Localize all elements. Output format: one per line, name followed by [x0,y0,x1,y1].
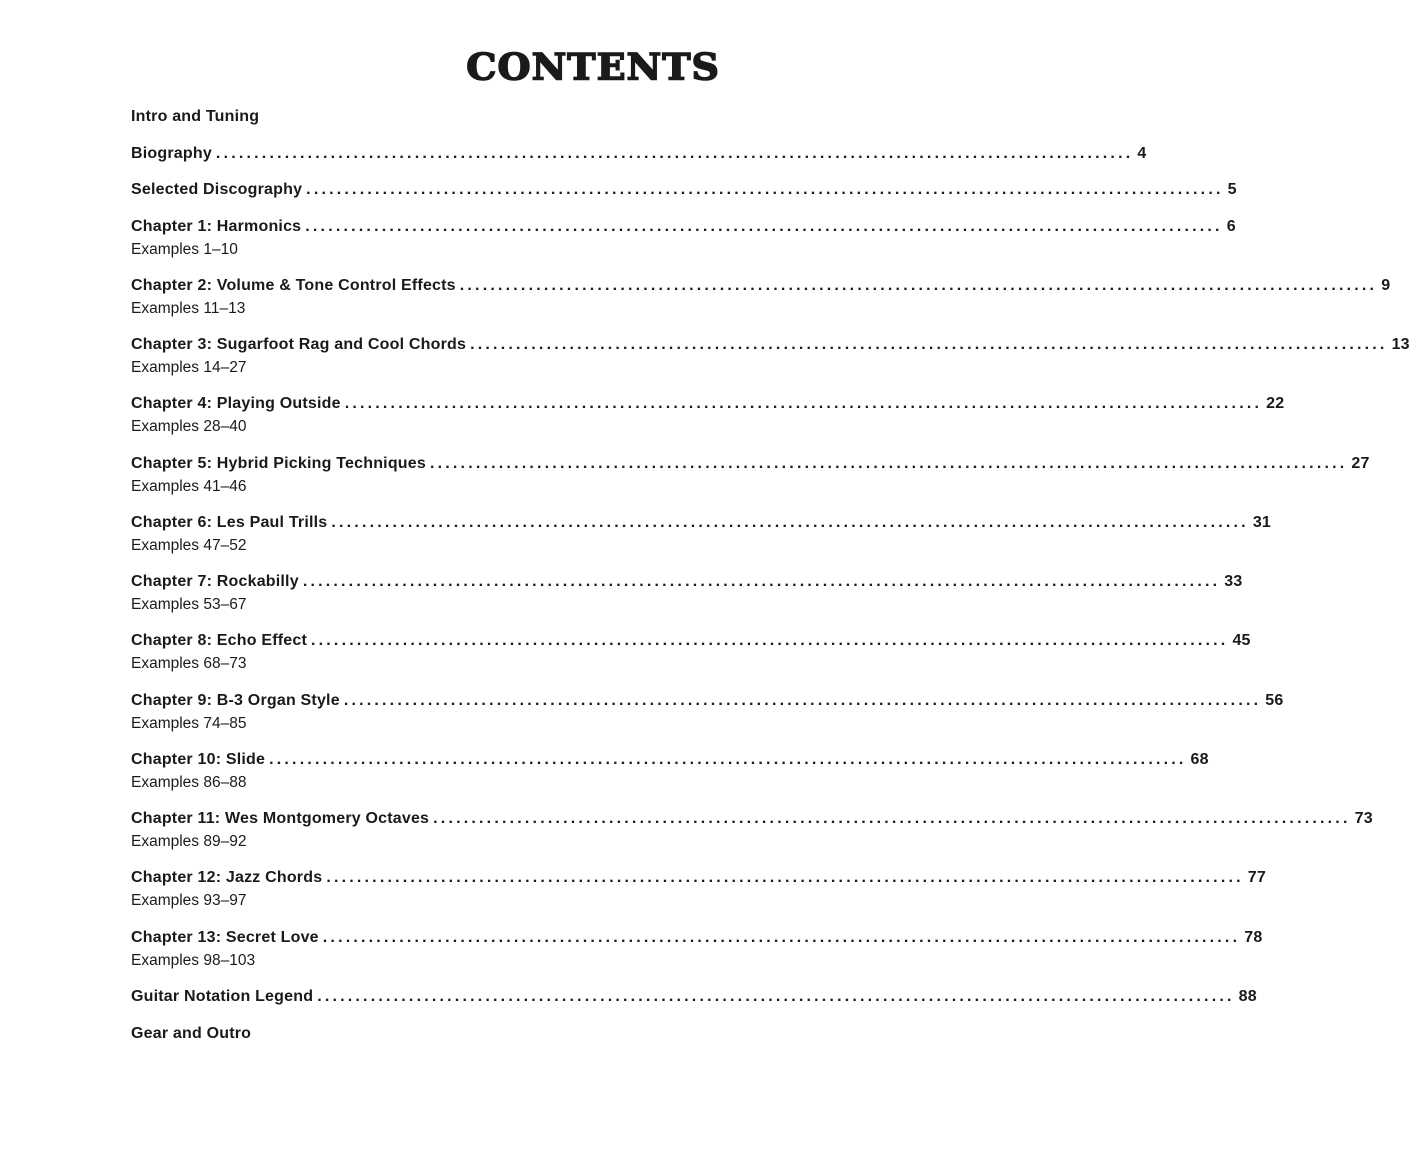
toc-entry-title: Chapter 3: Sugarfoot Rag and Cool Chords [131,336,467,353]
toc-entry-title: Guitar Notation Legend [131,988,314,1005]
toc-entry-line [131,691,1284,711]
dot-leader: ........................................................................................................................ [269,751,1187,768]
toc-entry-examples: Examples 93–97 [131,892,247,909]
toc-entry [131,809,1373,852]
toc-entry-title: Selected Discography [131,181,303,198]
toc-entry [131,276,1391,319]
toc-entry-title: Chapter 5: Hybrid Picking Techniques [131,455,426,472]
toc-entry [131,107,718,127]
dot-leader: ........................................................................................................................ [433,810,1351,827]
toc-entry-line [131,107,718,127]
toc-entry-examples: Examples 53–67 [131,596,247,613]
toc-page-number: 56 [1265,692,1284,709]
toc-entry-line [131,750,1209,770]
dot-leader: ........................................................................................................................ [470,336,1388,353]
toc-entry [131,631,1251,674]
toc-entry [131,868,1266,911]
toc-entry [131,691,1284,734]
toc-entry-title: Chapter 8: Echo Effect [131,632,307,649]
toc-page-number: 22 [1266,395,1285,412]
toc-entry [131,454,1370,497]
toc-page-number: 45 [1232,632,1251,649]
toc-entry-examples: Examples 14–27 [131,359,247,376]
toc-entry-line [131,335,1410,355]
dot-leader: ........................................................................................................................ [317,988,1235,1005]
dot-leader: ........................................................................................................................ [326,869,1244,886]
toc-entry-title: Biography [131,145,212,162]
toc-entry-line [131,1024,718,1044]
toc-entry-title: Chapter 4: Playing Outside [131,395,341,412]
dot-leader: ........................................................................................................................ [302,573,1221,590]
toc-entry-line [131,513,1272,533]
toc-entry-title: Chapter 13: Secret Love [131,929,319,946]
toc-entry-examples: Examples 1–10 [131,241,238,258]
toc-entry-line [131,868,1266,888]
toc-page-number: 13 [1391,336,1410,353]
toc-entry [131,750,1209,793]
toc-entry-line [131,631,1251,651]
toc-page-number: 78 [1244,929,1263,946]
toc-entry-title: Chapter 7: Rockabilly [131,573,299,590]
toc-entry-examples: Examples 41–46 [131,478,247,495]
toc-entry [131,987,1257,1007]
toc-entry-title: Chapter 12: Jazz Chords [131,869,323,886]
toc-entry [131,1024,718,1044]
toc-entry-title: Chapter 1: Harmonics [131,218,302,235]
toc-page-number: 73 [1354,810,1373,827]
dot-leader: ........................................................................................................................ [343,692,1262,709]
dot-leader: ........................................................................................................................ [344,395,1263,412]
toc-entry-examples: Examples 89–92 [131,833,247,850]
toc-entry [131,394,1285,437]
toc-entry-line [131,928,1263,948]
toc-page-number: 77 [1247,869,1266,886]
dot-leader: ........................................................................................................................ [331,514,1249,531]
dot-leader: ........................................................................................................................ [305,218,1223,235]
toc-page-number: 27 [1351,455,1370,472]
dot-leader: ........................................................................................................................ [429,455,1348,472]
toc-page-number: 9 [1381,277,1391,294]
toc-entry-examples: Examples 47–52 [131,537,247,554]
toc-entry [131,572,1243,615]
toc-entry [131,335,1410,378]
toc-entry-line [131,144,1147,164]
toc-entry-examples: Examples 98–103 [131,952,256,969]
toc-page-number: 6 [1226,218,1236,235]
toc-entry-line [131,394,1285,414]
toc-page-number: 88 [1238,988,1257,1005]
toc-page-number: 31 [1252,514,1272,531]
toc-entry-examples: Examples 28–40 [131,418,247,435]
dot-leader: ........................................................................................................................ [311,632,1229,649]
toc-entry [131,180,1237,200]
toc-entry-title: Chapter 9: B-3 Organ Style [131,692,340,709]
dot-leader: ........................................................................................................................ [215,145,1134,162]
toc-entry-line [131,809,1373,829]
toc-entry-title: Chapter 2: Volume & Tone Control Effects [131,277,456,294]
toc-entry-line [131,276,1391,296]
dot-leader: ........................................................................................................................ [459,277,1378,294]
toc-entry-title: Chapter 11: Wes Montgomery Octaves [131,810,430,827]
toc-entry-examples: Examples 86–88 [131,774,247,791]
toc-entry [131,217,1236,260]
toc-entry-line [131,572,1243,592]
toc-entry-examples: Examples 74–85 [131,715,247,732]
toc-entry-title: Chapter 10: Slide [131,751,266,768]
toc-page-number: 5 [1227,181,1237,198]
toc-entry-examples: Examples 11–13 [131,300,246,317]
toc-page-number: 33 [1224,573,1243,590]
toc-page-number: 68 [1190,751,1209,768]
toc-entry-line [131,217,1236,237]
toc-entry-line [131,454,1370,474]
toc-entry-title: Intro and Tuning [131,108,260,125]
toc-entry-examples: Examples 68–73 [131,655,247,672]
page-title: CONTENTS [466,45,720,88]
toc-page-number: 4 [1137,145,1147,162]
toc-entry [131,513,1272,556]
toc-entry-title: Gear and Outro [131,1025,252,1042]
dot-leader: ........................................................................................................................ [322,929,1241,946]
toc-entry [131,144,1147,164]
toc-entry-line [131,180,1237,200]
toc-entry-title: Chapter 6: Les Paul Trills [131,514,328,531]
dot-leader: ........................................................................................................................ [306,181,1224,198]
toc-entry [131,928,1263,971]
toc-entry-line [131,987,1257,1007]
